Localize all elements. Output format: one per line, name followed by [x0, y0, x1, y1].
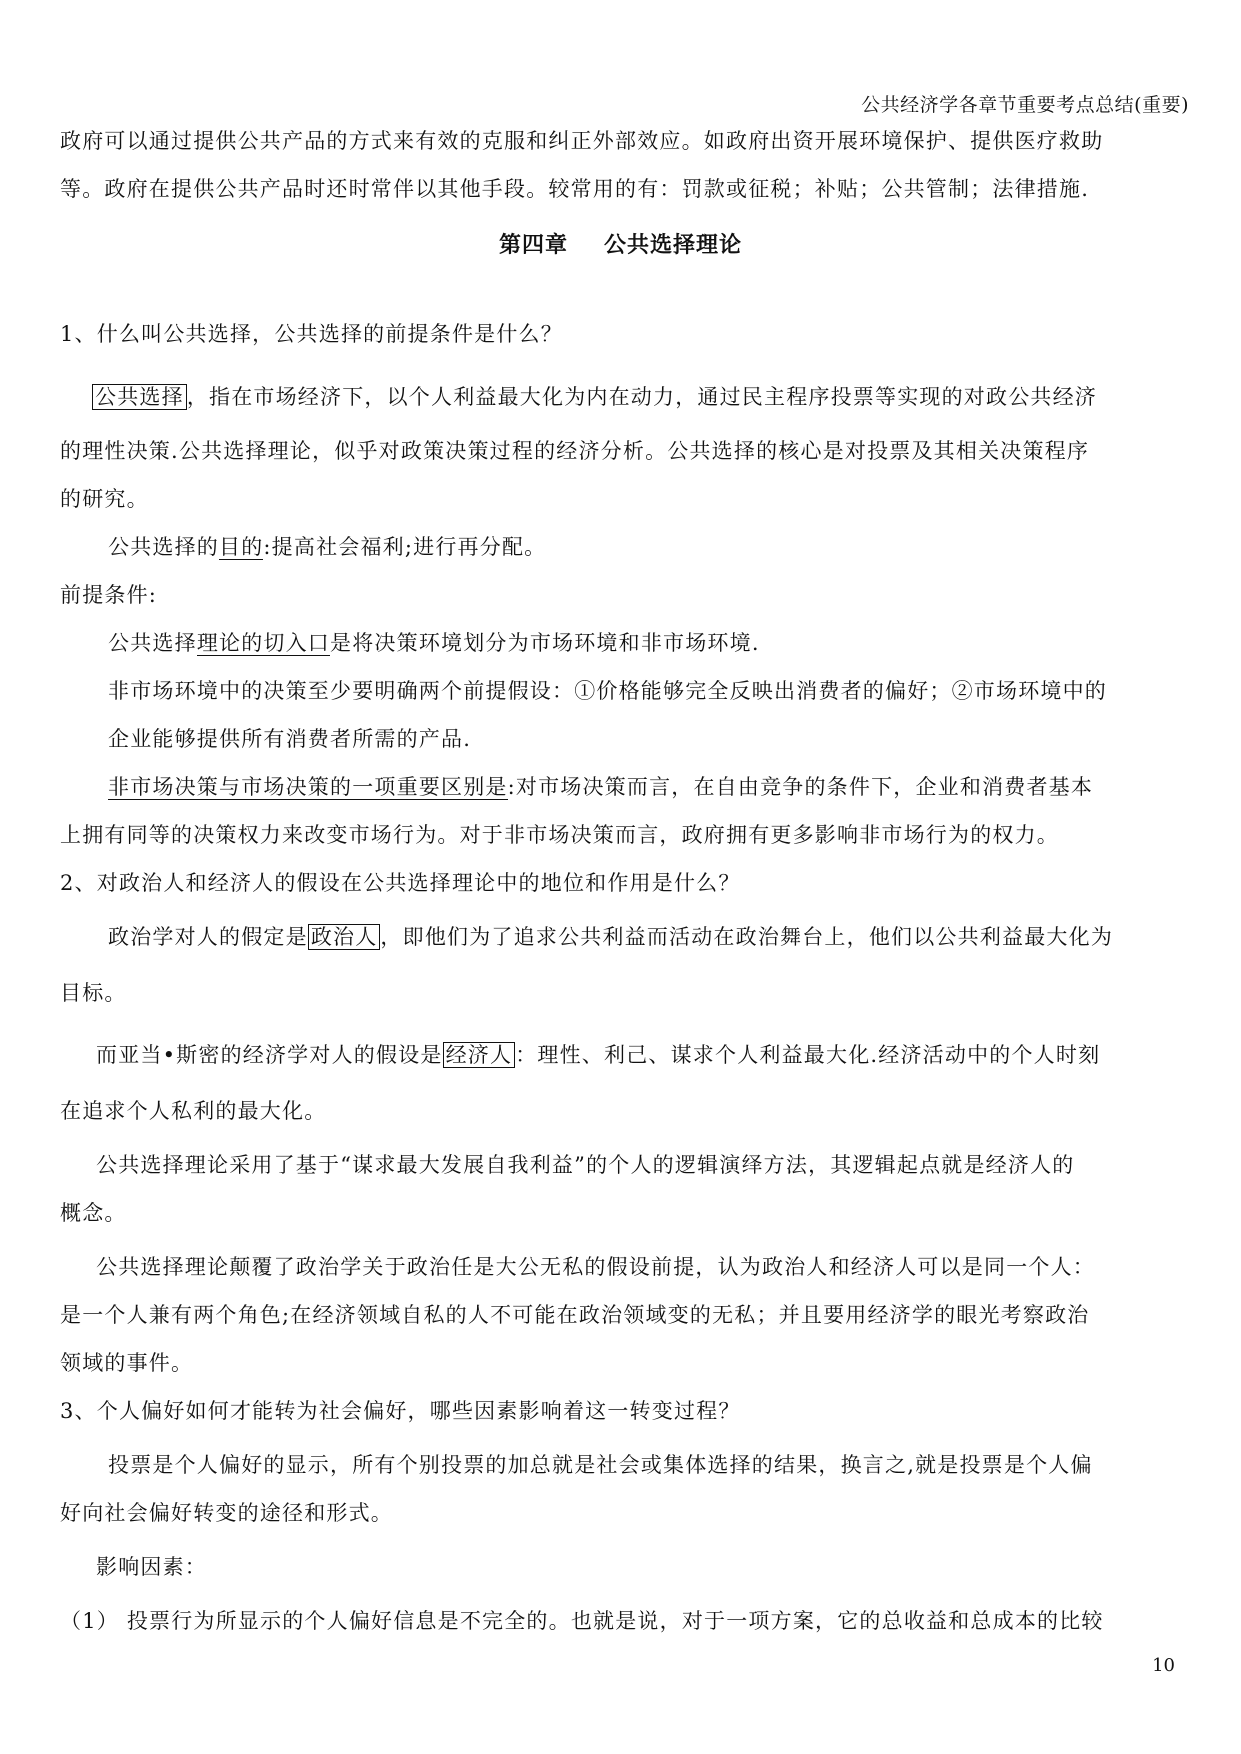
page-number: 10 [1152, 1655, 1175, 1676]
q1-definition-rest: ，指在市场经济下，以个人利益最大化为内在动力，通过民主程序投票等实现的对政公共经济 [186, 385, 1098, 409]
premise-3-line-1 [108, 772, 1093, 802]
q2-para-c-line-1: 公共选择理论采用了基于“谋求最大发展自我利益”的个人的逻辑演绎方法，其逻辑起点就是经济人的 [96, 1153, 1075, 1177]
factors-label: 影响因素： [96, 1555, 207, 1579]
q2-b-prefix: 而亚当•斯密的经济学对人的假设是 [96, 1043, 443, 1067]
premise-2-line-1: 非市场环境中的决策至少要明确两个前提假设：①价格能够完全反映出消费者的偏好；②市场环境中的 [108, 679, 1107, 703]
premise-label: 前提条件: [60, 583, 158, 607]
q2-para-a-line-1 [108, 922, 1113, 952]
term-economic-man: 经济人 [443, 1042, 516, 1068]
q3-title: 3、个人偏好如何才能转为社会偏好，哪些因素影响着这一转变过程？ [60, 1399, 741, 1423]
purpose-prefix: 公共选择的 [108, 535, 219, 559]
q1-definition-line-3: 的研究。 [60, 487, 149, 511]
chapter-number: 第四章 [498, 232, 568, 258]
q2-a-rest: ，即他们为了追求公共利益而活动在政治舞台上，他们以公共利益最大化为 [380, 925, 1114, 949]
premise-3-underlined: 非市场决策与市场决策的一项重要区别是 [108, 775, 508, 799]
premise-2-line-2: 企业能够提供所有消费者所需的产品. [108, 727, 472, 751]
q2-a-prefix: 政治学对人的假定是 [108, 925, 308, 949]
premise-1-underlined: 理论的切入口 [196, 631, 331, 655]
premise-3-line-2: 上拥有同等的决策权力来改变市场行为。对于非市场决策而言，政府拥有更多影响非市场行为的权力。 [60, 823, 1059, 847]
intro-line-1: 政府可以通过提供公共产品的方式来有效的克服和纠正外部效应。如政府出资开展环境保护、提供医疗救助 [60, 129, 1104, 153]
purpose-rest: :提高社会福利;进行再分配。 [263, 535, 547, 559]
premise-1-rest: 是将决策环境划分为市场环境和非市场环境. [330, 631, 760, 655]
q3-para-a-line-2: 好向社会偏好转变的途径和形式。 [60, 1501, 393, 1525]
chapter-title [0, 228, 1241, 259]
q2-title: 2、对政治人和经济人的假设在公共选择理论中的地位和作用是什么？ [60, 871, 741, 895]
q1-definition-line-1 [92, 382, 1097, 412]
term-political-man: 政治人 [308, 924, 381, 950]
q3-para-a-line-1: 投票是个人偏好的显示，所有个别投票的加总就是社会或集体选择的结果，换言之,就是投票是个人偏 [108, 1453, 1093, 1477]
q1-definition-line-2: 的理性决策.公共选择理论，似乎对政策决策过程的经济分析。公共选择的核心是对投票及其相关决策程序 [60, 439, 1090, 463]
term-public-choice: 公共选择 [92, 384, 187, 410]
intro-line-2: 等。政府在提供公共产品时还时常伴以其他手段。较常用的有：罚款或征税；补贴；公共管制；法律措施. [60, 177, 1090, 201]
q1-title: 1、什么叫公共选择，公共选择的前提条件是什么？ [60, 322, 563, 346]
q2-para-b-line-2: 在追求个人私利的最大化。 [60, 1099, 327, 1123]
premise-1-prefix: 公共选择 [108, 631, 197, 655]
premise-3-rest: :对市场决策而言，在自由竞争的条件下，企业和消费者基本 [507, 775, 1094, 799]
running-header: 公共经济学各章节重要考点总结(重要) [861, 94, 1189, 116]
q2-para-a-line-2: 目标。 [60, 981, 127, 1005]
q2-para-d-line-1: 公共选择理论颠覆了政治学关于政治任是大公无私的假设前提，认为政治人和经济人可以是同一个人： [96, 1255, 1095, 1279]
factor-1: （1） 投票行为所显示的个人偏好信息是不完全的。也就是说，对于一项方案，它的总收益和总成本的比较 [60, 1609, 1104, 1633]
q2-para-b-line-1 [96, 1040, 1100, 1070]
premise-1 [108, 628, 760, 658]
q2-para-d-line-3: 领域的事件。 [60, 1351, 194, 1375]
q2-b-rest: ：理性、利己、谋求个人利益最大化.经济活动中的个人时刻 [515, 1043, 1101, 1067]
q2-para-d-line-2: 是一个人兼有两个角色;在经济领域自私的人不可能在政治领域变的无私；并且要用经济学的眼光考察政治 [60, 1303, 1090, 1327]
purpose-underlined: 目的 [219, 535, 264, 559]
q1-purpose [108, 532, 546, 562]
chapter-name: 公共选择理论 [604, 232, 743, 258]
q2-para-c-line-2: 概念。 [60, 1201, 127, 1225]
